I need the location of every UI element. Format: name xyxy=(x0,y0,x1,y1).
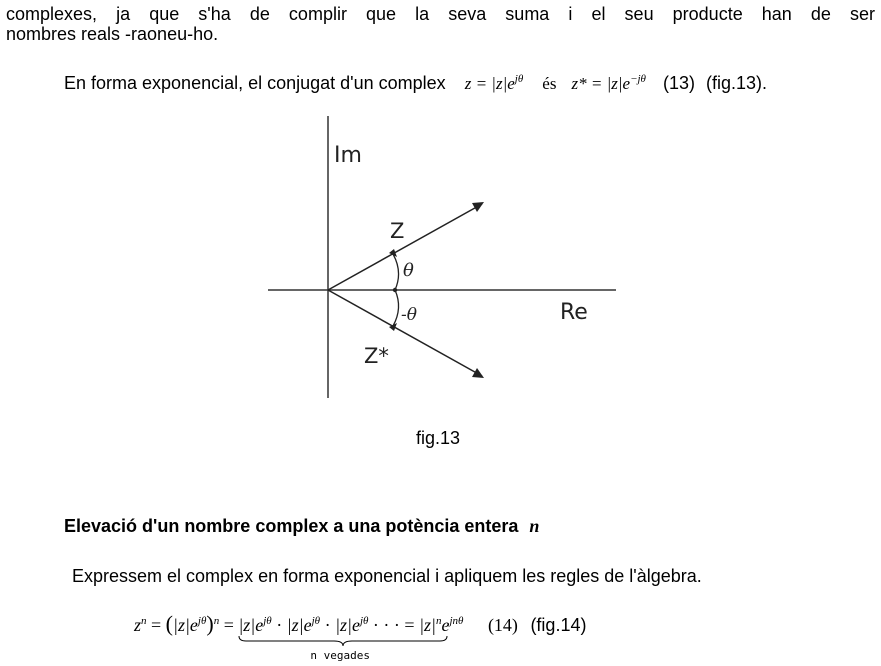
conjugate-zstar-formula: $z* = |z|e^{-j\theta}$ xyxy=(571,73,646,93)
conjugate-z-formula: $z = |z|e^{j\theta}$ xyxy=(464,73,524,93)
figure-13-diagram xyxy=(260,112,620,402)
power-formula: $z^n = (|z|e^{j\theta})^n = |z|e^{j\theta} \cdot |z|e^{j\theta} \cdot |z|e^{j\theta}$ · · · n vegades = $|z|^ne^{jn\theta}$ (14) (fig.14) xyxy=(134,614,586,635)
conjugate-sentence xyxy=(64,73,767,94)
figure-caption: fig.13 xyxy=(416,428,461,448)
repeated-product: $|z|e^{j\theta} \cdot |z|e^{j\theta} \cdot |z|e^{j\theta}$ · · · n vegades xyxy=(238,615,400,635)
underbrace-label: n vegades xyxy=(310,649,370,662)
label-z-conjugate: Z* xyxy=(364,344,389,368)
section-heading-variable: n xyxy=(529,516,540,536)
figure-reference-13: (fig.13). xyxy=(706,73,768,93)
label-z: Z xyxy=(390,219,405,243)
conjugate-intro: En forma exponencial, el conjugat d'un complex xyxy=(64,73,446,93)
section-body: Expressem el complex en forma exponencial i apliquem les regles de l'àlgebra. xyxy=(72,566,702,586)
label-im: Im xyxy=(334,143,362,168)
figure-reference-14: (fig.14) xyxy=(530,615,587,635)
angle-arc-neg-theta xyxy=(393,290,399,326)
paragraph-line-2: nombres reals -raoneu-ho. xyxy=(6,24,219,44)
label-theta: θ xyxy=(403,260,414,281)
arc-junction-dot xyxy=(393,288,397,292)
vector-z-arrowhead xyxy=(472,202,484,212)
label-re: Re xyxy=(560,300,588,325)
label-neg-theta: -θ xyxy=(401,305,417,325)
equation-number-13: (13) xyxy=(662,73,695,93)
angle-arc-theta xyxy=(393,254,399,290)
section-heading xyxy=(64,516,539,536)
section-heading-text: Elevació d'un nombre complex a una potència entera xyxy=(64,516,519,536)
paragraph-line-1: complexes, ja que s'ha de complir que la seva suma i el seu producte han de ser xyxy=(6,4,875,24)
vector-z-conjugate-arrowhead xyxy=(472,368,484,378)
equation-number-14: (14) xyxy=(487,615,518,635)
vector-z-conjugate xyxy=(328,290,482,376)
conjugate-es: és xyxy=(542,74,557,93)
